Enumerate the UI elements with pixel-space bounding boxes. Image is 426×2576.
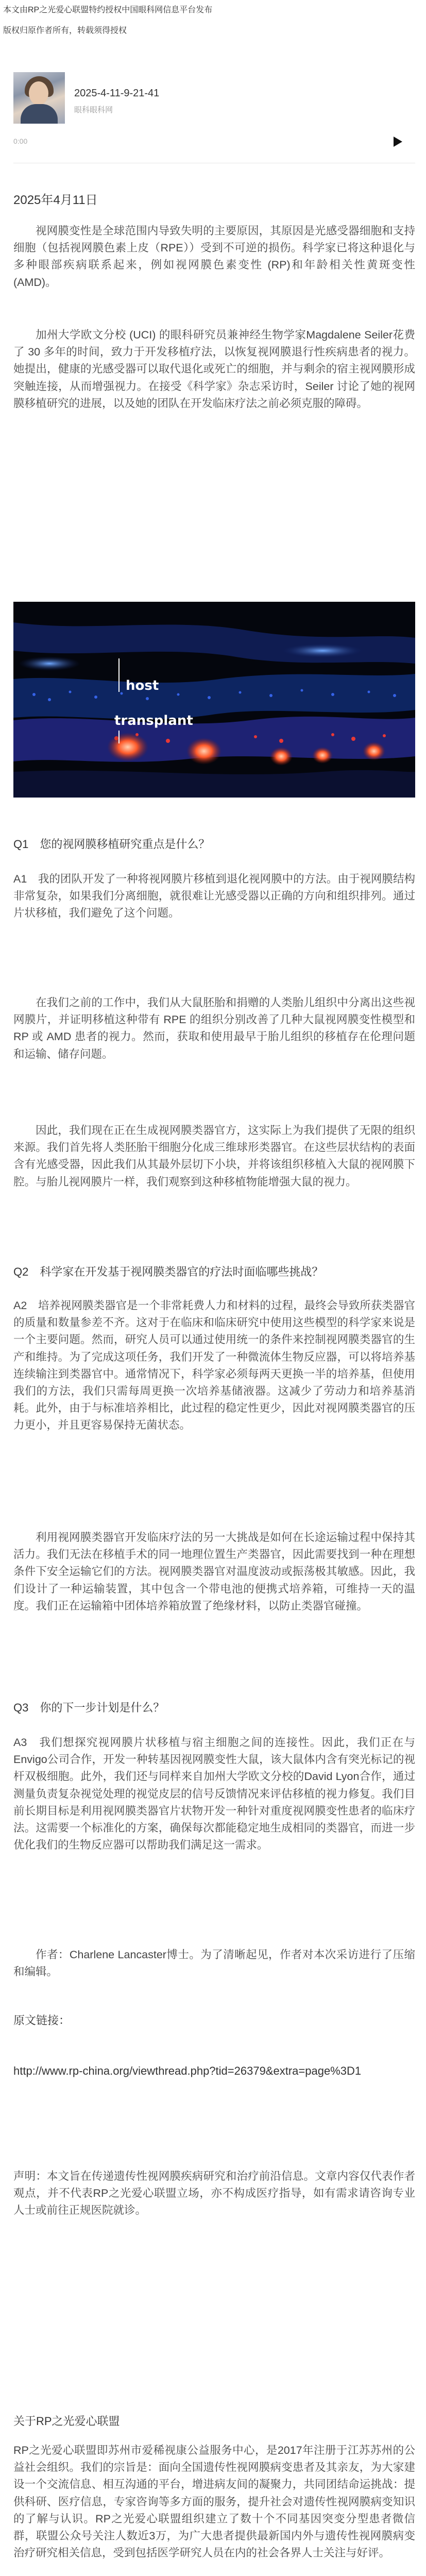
- answer-2: A2 培养视网膜类器官是一个非常耗费人力和材料的过程，最终会导致所获类器官的质量和数量参差不齐。这对于在临床和临床研究中使用这些模型的科学家来说是一个主要问题。然而，研究人员可以通过使用统一的条件来控制视网膜类器官的生产和维持。为了完成这项任务，我们开发了一种微流体生物反应器，可以将培养基连续输注到类器官中。通常情况下，科学家必须每两天更换一半的培养基，但使用我们的方法，我们只需每周更换一次培养基储液器。这减少了劳动力和培养基消耗。此外，由于与标准培养相比，此过程的稳定性更少，因此对视网膜类器官的压力更小，并且更容易保持无菌状态。: [13, 1299, 415, 1432]
- about-title: 关于RP之光爱心联盟: [13, 2415, 120, 2428]
- source-label: 原文链接：: [13, 2014, 71, 2027]
- answer-1: A1 我的团队开发了一种将视网膜片移植到退化视网膜中的方法。由于视网膜结构非常复杂，如果我们分离细胞，就很难让光感受器以正确的方向和组织排列。通过片状移植，我们避免了这个问题。: [13, 873, 415, 920]
- source-link[interactable]: http://www.rp-china.org/viewthread.php?tid=26379&extra=page%3D1: [13, 2064, 362, 2077]
- retina-transplant-image: [13, 602, 415, 798]
- play-icon[interactable]: [390, 135, 404, 148]
- paragraph-prior-work: 在我们之前的工作中，我们从大鼠胚胎和捐赠的人类胎儿组织中分离出这些视网膜片，并证明移植这种带有 RPE 的组织分别改善了几种大鼠视网膜变性模型和RP 或 AMD 患者的视力。然而，获取和使用最早于胎儿组织的移植存在伦理问题和运输、储存问题。: [13, 996, 415, 1060]
- audio-bar: [13, 135, 415, 150]
- paragraph-transport: 利用视网膜类器官开发临床疗法的另一大挑战是如何在长途运输过程中保持其活力。我们无法在移植手术的同一地理位置生产类器官，因此需要找到一种在理想条件下安全运输它们的方法。视网膜类器官对温度波动或振荡极其敏感。因此，我们设计了一种运输装置，其中包含一个带电池的便携式培养箱，可维持一天的温度。我们正在运输箱中团体培养箱放置了绝缘材料，以防止类器官碰撞。: [13, 1531, 415, 1612]
- article-date: 2025年4月11日: [13, 193, 98, 207]
- author-name[interactable]: 眼科眼科网: [74, 106, 113, 114]
- audio-time: 0:00: [13, 137, 28, 145]
- disclaimer: 声明：本文旨在传递遗传性视网膜疾病研究和治疗前沿信息。文章内容仅代表作者观点，并不代表RP之光爱心联盟立场，亦不构成医疗指导，如有需求请咨询专业人士或前往正规医院就诊。: [13, 2170, 415, 2217]
- question-1: Q1 您的视网膜移植研究重点是什么？: [13, 838, 210, 851]
- authorization-notice: 本文由RP之光爱心联盟特约授权中国眼科网信息平台发布: [3, 6, 213, 14]
- question-3: Q3 你的下一步计划是什么？: [13, 1701, 165, 1714]
- author-avatar[interactable]: [13, 72, 65, 124]
- transplant-label: transplant: [114, 713, 193, 728]
- publish-timestamp: 2025-4-11-9-21-41: [74, 88, 160, 99]
- answer-3: A3 我们想探究视网膜片状移植与宿主细胞之间的连接性。因此，我们正在与Envigo公司合作，开发一种转基因视网膜变性大鼠，该大鼠体内含有突光标记的视杆双极细胞。此外，我们还与同样来自加州大学欧文分校的David Lyon合作，通过测量负责复杂视觉处理的视觉皮层的信号反馈情况来评估移植的视力修复。我们目前长期目标是利用视网膜类器官片状物开发一种针对重度视网膜变性患者的临床疗法。这需要一个标准化的方案，确保每次都能稳定地生成相同的类器官，而进一步优化我们的生物反应器可以帮助我们满足这一需求。: [13, 1736, 415, 1852]
- copyright-notice: 版权归原作者所有，转载须得授权: [3, 26, 127, 35]
- about-text: RP之光爱心联盟即苏州市爱稀视康公益服务中心，是2017年注册于江苏苏州的公益社会组织。我们的宗旨是：面向全国遗传性视网膜病变患者及其亲友，为大家建设一个交流信息、相互沟通的平台，增进病友间的凝聚力，共同团结命运挑战：提供科研、医疗信息，专家咨询等多方面的服务，提升社会对遗传性视网膜病变知识的了解与认识。RP之光爱心联盟组织建立了数十个不同基因突变分型患者微信群，联盟公众号关注人数近3万，为广大患者提供最新国内外与遗传性视网膜病变治疗研究相关信息，受到包括医学研究人员在内的社会各界人士关注与好评。: [13, 2444, 415, 2560]
- paragraph-intro: 视网膜变性是全球范围内导致失明的主要原因，其原因是光感受器细胞和支持细胞（包括视网膜色素上皮（RPE））受到不可逆的损伤。科学家已将这种退化与多种眼部疾病联系起来，例如视网膜色素变性 (RP)和年龄相关性黄斑变性 (AMD)。: [13, 225, 415, 289]
- host-label: host: [126, 678, 159, 693]
- paragraph-seiler: 加州大学欧文分校 (UCI) 的眼科研究员兼神经生物学家Magdalene Seiler花费了 30 多年的时间，致力于开发移植疗法，以恢复视网膜退行性疾病患者的视力。她提出，健康的光感受器可以取代退化或死亡的细胞，并与剩余的宿主视网膜形成突触连接，从而增强视力。在接受《科学家》杂志采访时，Seiler 讨论了她的视网膜移植研究的进展，以及她的团队在开发临床疗法之前必须克服的障碍。: [13, 329, 415, 410]
- author-note: 作者：Charlene Lancaster博士。为了清晰起见，作者对本次采访进行了压缩和编辑。: [13, 1948, 415, 1978]
- paragraph-organoids: 因此，我们现在正在生成视网膜类器官方，这实际上为我们提供了无限的组织来源。我们首先将人类胚胎干细胞分化成三维球形类器官。在这些层状结构的表面含有光感受器，因此我们从其最外层切下小块，并将该组织移植入大鼠的视网膜下腔。与胎儿视网膜片一样，我们观察到这种移植物能增强大鼠的视力。: [13, 1124, 415, 1188]
- author-info: [13, 72, 415, 124]
- question-2: Q2 科学家在开发基于视网膜类器官的疗法时面临哪些挑战？: [13, 1265, 323, 1278]
